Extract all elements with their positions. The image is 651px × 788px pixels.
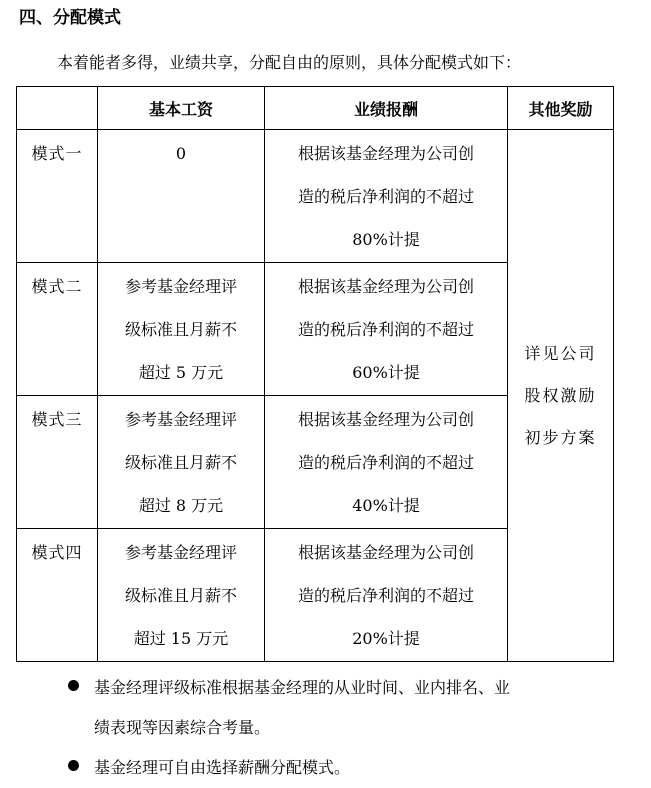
intro-paragraph: 本着能者多得，业绩共享，分配自由的原则，具体分配模式如下： — [57, 53, 522, 72]
performance-pay-line: 80%计提 — [352, 230, 420, 249]
other-rewards-cell — [508, 130, 614, 662]
bullet-dot-icon — [68, 680, 79, 691]
base-salary-cell — [98, 130, 265, 263]
performance-pay-line: 造的税后净利润的不超过 — [297, 320, 474, 339]
performance-pay-cell — [265, 130, 508, 263]
performance-pay-cell — [265, 396, 508, 529]
mode-label: 模式三 — [31, 410, 83, 429]
performance-pay-line: 根据该基金经理为公司创 — [297, 410, 474, 429]
compensation-table — [16, 86, 614, 662]
table-row — [17, 130, 614, 263]
other-rewards-line: 详见公司 — [524, 343, 597, 363]
other-rewards-line: 股权激励 — [524, 385, 597, 405]
header-cell-mode — [17, 87, 98, 130]
table-header-row — [17, 87, 614, 130]
bullet-dot-icon — [68, 760, 79, 771]
mode-cell — [17, 263, 98, 396]
base-salary-line: 超过 5 万元 — [138, 363, 224, 382]
base-salary-line: 0 — [175, 144, 187, 163]
base-salary-line: 级标准且月薪不 — [124, 453, 237, 472]
mode-label: 模式四 — [31, 543, 83, 562]
base-salary-line: 超过 8 万元 — [138, 496, 224, 515]
performance-pay-line: 造的税后净利润的不超过 — [297, 586, 474, 605]
list-item — [68, 748, 618, 788]
base-salary-line: 参考基金经理评 — [124, 410, 237, 429]
bullet-text — [94, 668, 618, 748]
performance-pay-line: 40%计提 — [352, 496, 420, 515]
performance-pay-line: 根据该基金经理为公司创 — [297, 543, 474, 562]
bullet-line: 基金经理可自由选择薪酬分配模式。 — [94, 758, 351, 777]
base-salary-cell — [98, 263, 265, 396]
base-salary-line: 超过 15 万元 — [133, 629, 229, 648]
performance-pay-line: 造的税后净利润的不超过 — [297, 187, 474, 206]
mode-cell — [17, 529, 98, 662]
section-heading: 四、分配模式 — [19, 8, 121, 28]
performance-pay-cell — [265, 263, 508, 396]
performance-pay-line: 60%计提 — [352, 363, 420, 382]
bullet-text — [94, 748, 618, 788]
performance-pay-line: 根据该基金经理为公司创 — [297, 277, 474, 296]
mode-label: 模式一 — [31, 144, 83, 163]
base-salary-line: 参考基金经理评 — [124, 277, 237, 296]
header-cell-other-rewards: 其他奖励 — [508, 87, 614, 130]
base-salary-line: 级标准且月薪不 — [124, 320, 237, 339]
base-salary-cell — [98, 529, 265, 662]
base-salary-line: 级标准且月薪不 — [124, 586, 237, 605]
bullet-line: 基金经理评级标准根据基金经理的从业时间、业内排名、业 — [94, 678, 511, 697]
header-cell-performance-pay: 业绩报酬 — [265, 87, 508, 130]
list-item — [68, 668, 618, 748]
performance-pay-line: 根据该基金经理为公司创 — [297, 144, 474, 163]
header-cell-base-salary: 基本工资 — [98, 87, 265, 130]
mode-cell — [17, 396, 98, 529]
bullet-line: 绩表现等因素综合考量。 — [94, 718, 271, 737]
mode-label: 模式二 — [31, 277, 83, 296]
other-rewards-line: 初步方案 — [524, 427, 597, 447]
performance-pay-line: 造的税后净利润的不超过 — [297, 453, 474, 472]
performance-pay-line: 20%计提 — [352, 629, 420, 648]
performance-pay-cell — [265, 529, 508, 662]
base-salary-line: 参考基金经理评 — [124, 543, 237, 562]
bullet-list — [68, 668, 618, 788]
base-salary-cell — [98, 396, 265, 529]
mode-cell — [17, 130, 98, 263]
